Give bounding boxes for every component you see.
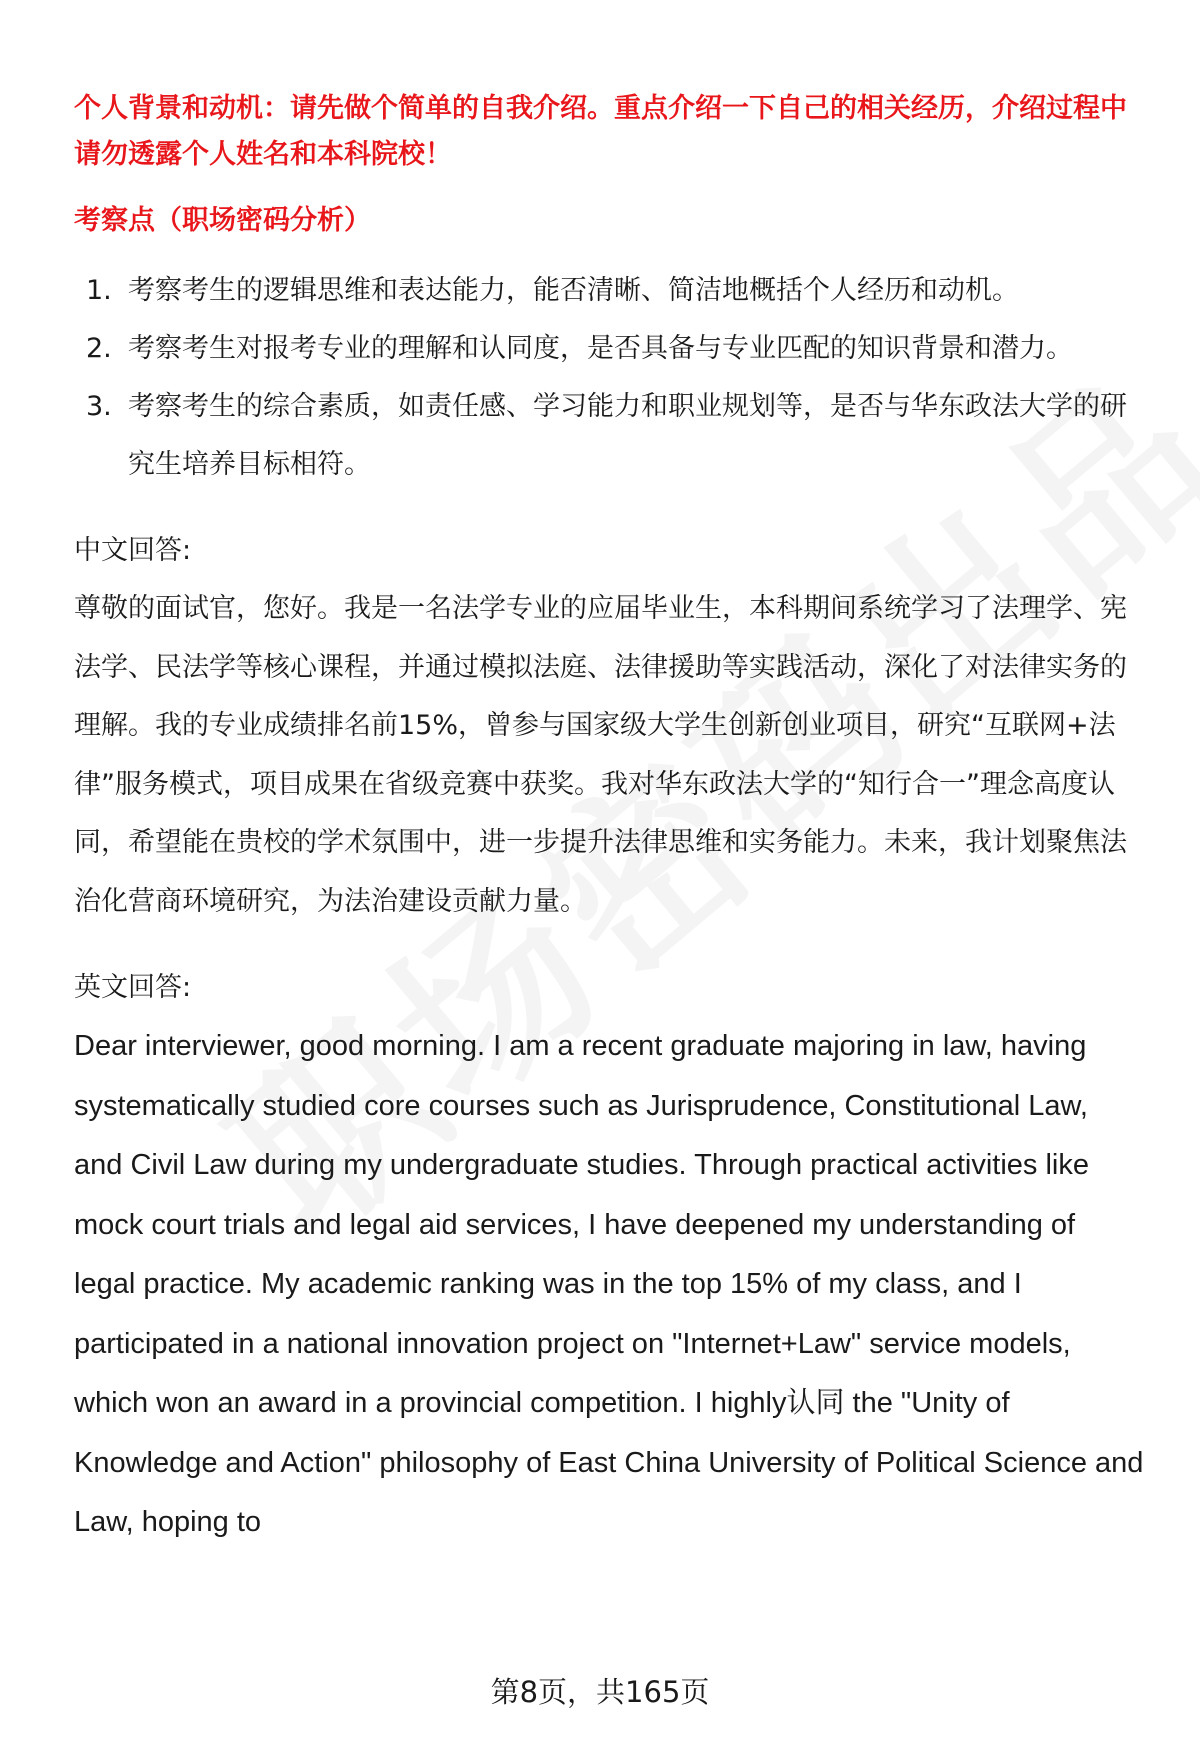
english-answer-text: Dear interviewer, good morning. I am a recent graduate majoring in law, having systematically studied core courses such as Jurisprudence, Constitutional Law, and Civil Law during my undergraduate studies. Through practical activities like mock court trials and legal aid services, I have deepened my understanding of legal practice. My academic ranking was in the top 15% of my class, and I participated in a national innovation project on "Internet+Law" service models, which won an award in a provincial competition. I highly认同 the "Unity of Knowledge and Action" philosophy of East China University of Political Science and Law, hoping to [74, 1030, 1144, 1538]
chinese-answer-label: 中文回答: [74, 535, 192, 566]
list-item-text: 考察考生的逻辑思维和表达能力，能否清晰、简洁地概括个人经历和动机。 [128, 275, 1019, 306]
list-item [74, 320, 1144, 378]
section-title: 考察点（职场密码分析） [74, 205, 371, 236]
list-item-number: 2. [86, 333, 112, 364]
chinese-answer-text: 尊敬的面试官，您好。我是一名法学专业的应届毕业生，本科期间系统学习了法理学、宪法学、民法学等核心课程，并通过模拟法庭、法律援助等实践活动，深化了对法律实务的理解。我的专业成绩排名前15%，曾参与国家级大学生创新创业项目，研究“互联网+法律”服务模式，项目成果在省级竞赛中获奖。我对华东政法大学的“知行合一”理念高度认同，希望能在贵校的学术氛围中，进一步提升法律思维和实务能力。未来，我计划聚焦法治化营商环境研究，为法治建设贡献力量。 [74, 593, 1127, 917]
list-item-number: 1. [86, 275, 112, 306]
list-item-number: 3. [86, 391, 112, 422]
list-item-text: 考察考生对报考专业的理解和认同度，是否具备与专业匹配的知识背景和潜力。 [128, 333, 1073, 364]
document-page [74, 86, 1144, 1553]
question-heading: 个人背景和动机：请先做个简单的自我介绍。重点介绍一下自己的相关经历，介绍过程中请勿透露个人姓名和本科院校！ [74, 93, 1127, 170]
list-item [74, 262, 1144, 320]
assessment-points-list [74, 262, 1144, 494]
english-answer-label: 英文回答: [74, 972, 192, 1003]
list-item [74, 378, 1144, 494]
page-number-footer: 第8页，共165页 [490, 1675, 710, 1709]
list-item-text: 考察考生的综合素质，如责任感、学习能力和职业规划等，是否与华东政法大学的研究生培养目标相符。 [128, 391, 1127, 480]
